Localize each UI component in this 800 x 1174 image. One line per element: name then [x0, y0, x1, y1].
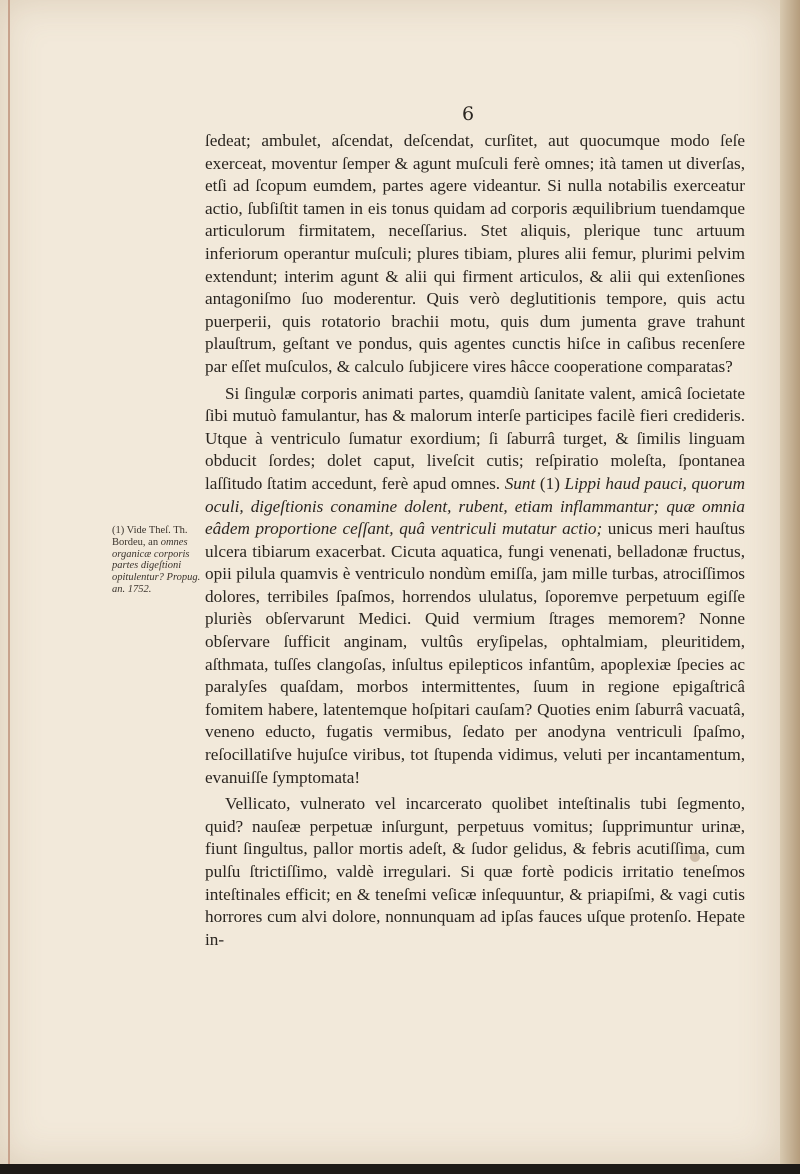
footnote-italic: omnes organicæ corporis partes digeſtioni opitulentur? Propug.	[112, 536, 201, 584]
margin-footnote	[112, 525, 202, 596]
paragraph-1: ſedeat; ambulet, aſcendat, deſcendat, curſitet, aut quocumque modo ſeſe exerceat, moventur ſemper & agunt muſculi ferè omnes; ità tamen ut diverſas, etſi ad ſcopum eumdem, partes agere videantur. Si nulla notabilis exerceatur actio, ſubſiſtit tamen in eis tonus quidam ad corporis æquilibrium tuendamque articulorum firmitatem, neceſſarius. Stet aliquis, plerique tunc artuum inferiorum operantur muſculi; plures tibiam, plures alii femur, plurimi pelvim extendunt; interim agunt & alii qui firment articulos, & alii qui extenſiones antagoniſmo ſuo moderentur. Quis verò deglutitionis tempore, quis actu puerperii, quis rotatorio brachii motu, quis dum jumenta grave trahunt plauſtrum, geſtant ve pondus, quis agentes cunctis hiſce in caſibus recenſere par eſſet muſculos, & calculo ſubjicere vires hâcce cooperatione comparatas?	[205, 131, 745, 376]
scan-background	[0, 1164, 800, 1174]
footnote-text-after: an. 1752.	[112, 583, 152, 595]
main-text	[205, 130, 745, 951]
paragraph-2	[205, 383, 745, 790]
paragraph-2-italic-sunt: Sunt	[504, 473, 536, 493]
page-edge	[780, 0, 800, 1164]
page-number: 6	[462, 103, 475, 125]
paragraph-3: Vellicato, vulnerato vel incarcerato quolibet inteſtinalis tubi ſegmento, quid? nauſeæ perpetuæ inſurgunt, perpetuus vomitus; ſupprimuntur urinæ, fiunt ſingultus, pallor mortis adeſt, & ſudor gelidus, & febris acutiſſima, cum pulſu ſtrictiſſimo, valdè irregulari. Si quæ fortè podicis irritatio teneſmos inteſtinales efficit; en & teneſmi veſicæ inſequuntur, & priapiſmi, & vagi cutis horrores cum alvi dolore, nonnunquam ad ipſas fauces uſque protenſo. Hepate in-	[205, 794, 745, 949]
paragraph-2-text-after: unicus meri hauſtus ulcera tibiarum exacerbat. Cicuta aquatica, fungi venenati, belladonæ fructus, opii pilula quamvis è ventriculo nondùm emiſſa, jam mille turbas, atrociſſimos dolores, terribiles ſpaſmos, horrendos ululatus, ſoporemve perpetuum egiſſe pluriès obſervarunt Medici. Quid vermium ſtrages memorem? Nonne obſervare ſufficit anginam, vultûs eryſipelas, ophtalmiam, pleuritidem, aſthmata, tuſſes clangoſas, inſultus epilepticos infantûm, apoplexiæ ſpecies ac paralyſes quaſdam, morbos intermittentes, ſuum in regione epigaſtricâ fomitem habere, latentemque hoſpitari cauſam? Quoties enim ſaburrâ vacuatâ, veneno educto, fugatis vermibus, ſedato per anodyna ventriculi ſpaſmo, reſocillatiſve hujuſce viribus, tot ſtupenda vidimus, veluti per incantamentum, evanuiſſe ſymptomata!	[205, 519, 745, 787]
footnote-text-before: (1) Vide Theſ. Th. Bordeu, an	[112, 525, 188, 548]
paragraph-2-italic-quote: Lippi haud pauci, quorum oculi, digeſtionis conamine dolent, rubent, etiam inflammantur; quæ omnia eâdem proportione ceſſant, quâ ventriculi mutatur actio;	[205, 473, 745, 539]
paragraph-2-text-before: Si ſingulæ corporis animati partes, quamdiù ſanitate valent, amicâ ſocietate ſibi mutuò famulantur, has & malorum interſe participes facilè fieri credideris. Utque à ventriculo ſumatur exordium; ſi ſaburrâ turget, & ſimilis linguam obducit ſordes; dolet caput, liveſcit cutis; reſpiratio moleſta, ſpontanea laſſitudo ſtatim accedunt, ferè apud omnes.	[205, 383, 745, 493]
margin-rule	[8, 0, 10, 1164]
paper-stain	[690, 852, 700, 862]
footnote-marker: (1)	[539, 473, 560, 493]
